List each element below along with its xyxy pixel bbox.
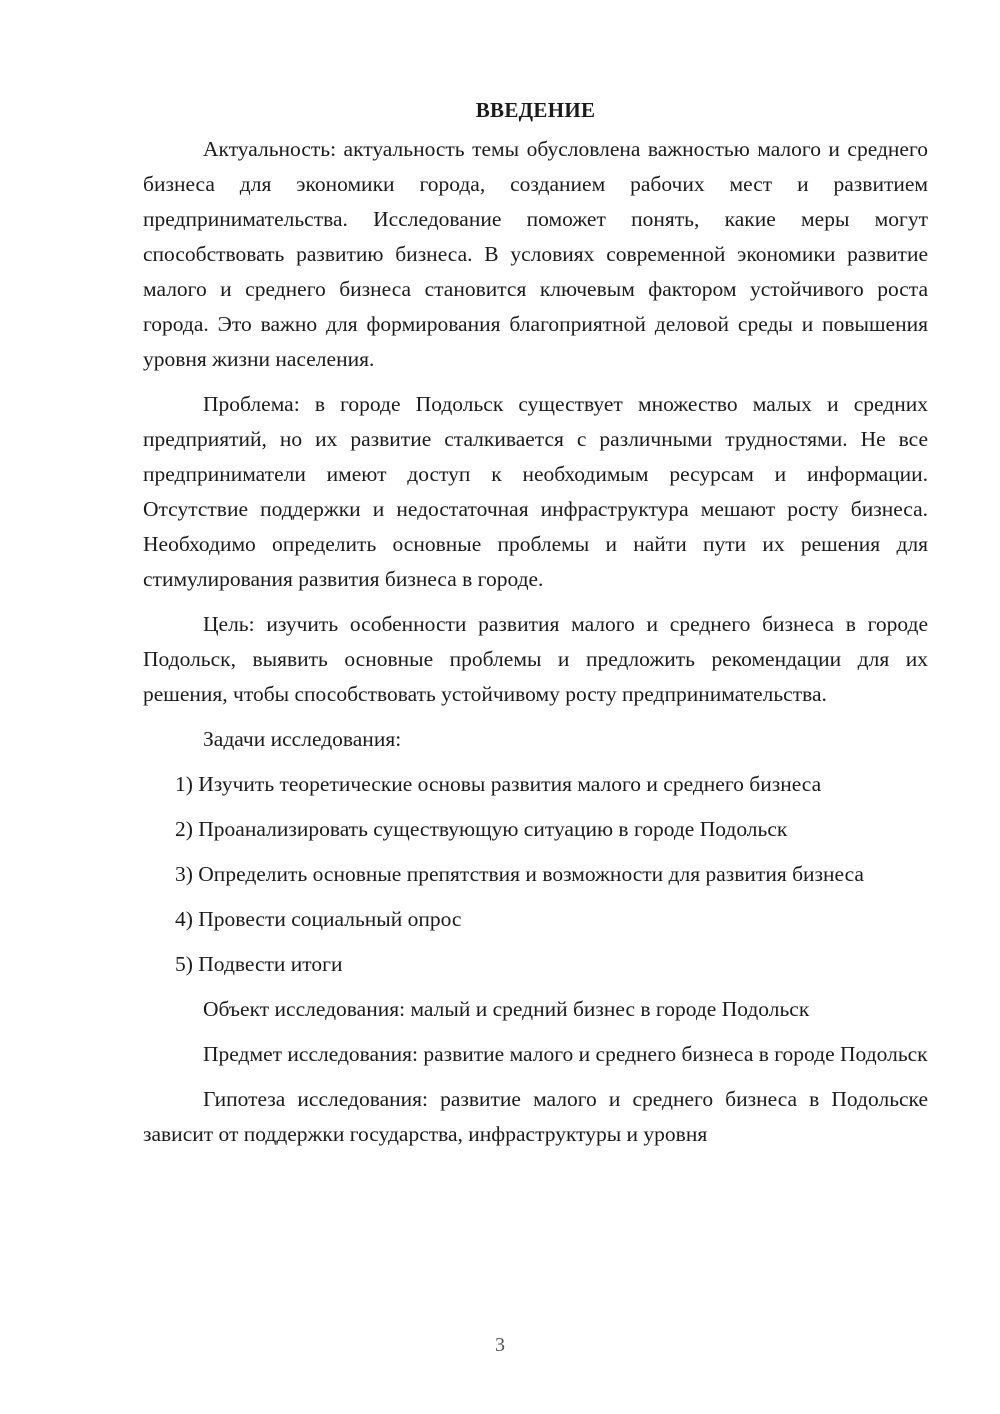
tasks-heading: Задачи исследования: — [203, 727, 402, 751]
task-item: 4) Провести социальный опрос — [175, 907, 462, 931]
research-subject-paragraph: Предмет исследования: развитие малого и среднего бизнеса в городе Подольск — [203, 1042, 928, 1066]
goal-paragraph: Цель: изучить особенности развития малого и среднего бизнеса в городе Подольск, выявить основные проблемы и предложить рекомендации для их решения, чтобы способствовать устойчивому росту предпринимательства. — [143, 612, 928, 706]
hypothesis-paragraph: Гипотеза исследования: развитие малого и среднего бизнеса в Подольске зависит от поддержки государства, инфраструктуры и уровня — [143, 1087, 928, 1146]
relevance-paragraph: Актуальность: актуальность темы обусловлена важностью малого и среднего бизнеса для экономики города, созданием рабочих мест и развитием предпринимательства. Исследование поможет понять, какие меры могут способствовать развитию бизнеса. В условиях современной экономики развитие малого и среднего бизнеса становится ключевым фактором устойчивого роста города. Это важно для формирования благоприятной деловой среды и повышения уровня жизни населения. — [143, 137, 928, 371]
task-item: 5) Подвести итоги — [175, 952, 343, 976]
page-number: 3 — [495, 1334, 505, 1356]
page-content — [143, 96, 928, 1162]
section-heading: ВВЕДЕНИЕ — [475, 98, 596, 122]
research-object-paragraph: Объект исследования: малый и средний бизнес в городе Подольск — [203, 997, 810, 1021]
task-item: 2) Проанализировать существующую ситуацию в городе Подольск — [175, 817, 788, 841]
task-item: 3) Определить основные препятствия и возможности для развития бизнеса — [175, 862, 864, 886]
problem-paragraph: Проблема: в городе Подольск существует множество малых и средних предприятий, но их развитие сталкивается с различными трудностями. Не все предприниматели имеют доступ к необходимым ресурсам и информации. Отсутствие поддержки и недостаточная инфраструктура мешают росту бизнеса. Необходимо определить основные проблемы и найти пути их решения для стимулирования развития бизнеса в городе. — [143, 392, 928, 591]
task-item: 1) Изучить теоретические основы развития малого и среднего бизнеса — [175, 772, 822, 796]
